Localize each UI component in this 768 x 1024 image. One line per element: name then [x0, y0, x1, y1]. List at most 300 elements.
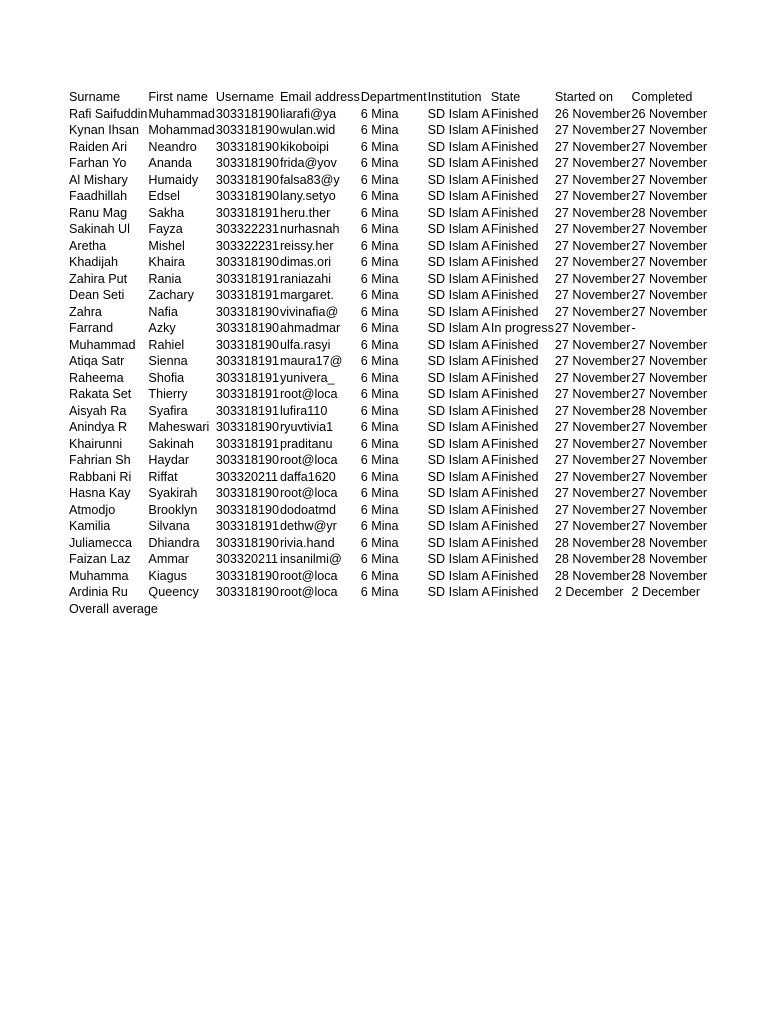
cell-first-name: Rahiel	[148, 337, 185, 352]
cell-email: dodoatmd	[279, 502, 336, 517]
table-row	[68, 370, 707, 387]
cell-username: 303318190	[215, 106, 279, 121]
cell-surname: Atiqa Satr	[69, 354, 125, 368]
table-row	[68, 535, 707, 552]
cell-email: wulan.wid	[279, 123, 336, 137]
cell-username: 303318190	[215, 123, 279, 137]
cell-surname: Aretha	[69, 238, 107, 253]
cell-state: Finished	[490, 238, 539, 253]
cell-email: root@loca	[279, 453, 338, 467]
cell-surname: Juliamecca	[69, 535, 132, 550]
cell-first-name: Syafira	[148, 403, 188, 418]
cell-started-on: 27 November	[554, 370, 631, 385]
cell-institution: SD Islam A	[427, 205, 490, 220]
cell-state: Finished	[490, 304, 539, 319]
cell-institution: SD Islam A	[427, 420, 490, 434]
cell-institution: SD Islam A	[427, 288, 490, 302]
cell-surname: Rafi Saifuddin	[69, 106, 148, 121]
table-row	[68, 485, 707, 502]
cell-completed: 27 November	[631, 502, 708, 517]
cell-first-name: Azky	[148, 321, 176, 335]
cell-completed: 27 November	[631, 370, 708, 385]
cell-institution: SD Islam A	[427, 436, 490, 451]
header-started-on: Started on	[554, 90, 613, 104]
table-row	[68, 584, 707, 601]
cell-completed: 27 November	[631, 156, 708, 170]
cell-started-on: 27 November	[554, 337, 631, 352]
cell-state: Finished	[490, 535, 539, 550]
cell-username: 303322231	[215, 238, 279, 253]
cell-surname: Kamilia	[69, 519, 111, 533]
cell-completed: 28 November	[631, 568, 708, 583]
cell-username: 303318190	[215, 139, 279, 154]
cell-state: Finished	[490, 370, 539, 385]
cell-first-name: Ammar	[148, 552, 190, 566]
cell-started-on: 27 November	[554, 189, 631, 203]
cell-surname: Kynan Ihsan	[69, 123, 140, 137]
cell-first-name: Ananda	[148, 156, 192, 170]
cell-department: 6 Mina	[360, 585, 399, 599]
header-institution: Institution	[427, 90, 482, 104]
cell-username: 303320211	[215, 552, 279, 566]
table-row	[68, 155, 707, 172]
cell-surname: Zahra	[69, 304, 102, 319]
cell-institution: SD Islam A	[427, 123, 490, 137]
cell-surname: Faizan Laz	[69, 552, 131, 566]
table-row	[68, 353, 707, 370]
cell-department: 6 Mina	[360, 519, 399, 533]
cell-first-name: Zachary	[148, 288, 194, 302]
table-row	[68, 238, 707, 255]
cell-surname: Raheema	[69, 370, 124, 385]
cell-institution: SD Islam A	[427, 403, 490, 418]
cell-started-on: 27 November	[554, 469, 631, 484]
cell-surname: Atmodjo	[69, 502, 116, 517]
table-row	[68, 172, 707, 189]
cell-email: frida@yov	[279, 156, 337, 170]
cell-username: 303318191	[215, 403, 279, 418]
cell-department: 6 Mina	[360, 189, 399, 203]
cell-department: 6 Mina	[360, 321, 399, 335]
cell-username: 303318190	[215, 321, 279, 335]
cell-started-on: 27 November	[554, 238, 631, 253]
cell-username: 303318190	[215, 568, 279, 583]
cell-first-name: Dhiandra	[148, 535, 200, 550]
table-row	[68, 106, 707, 123]
cell-state: Finished	[490, 502, 539, 517]
cell-state: Finished	[490, 123, 539, 137]
cell-institution: SD Islam A	[427, 139, 490, 154]
cell-surname: Raiden Ari	[69, 139, 128, 154]
cell-surname: Zahira Put	[69, 271, 128, 286]
cell-completed: 27 November	[631, 337, 708, 352]
cell-email: daffa1620	[279, 469, 336, 484]
cell-completed: -	[631, 321, 636, 335]
cell-first-name: Silvana	[148, 519, 190, 533]
cell-institution: SD Islam A	[427, 222, 490, 236]
cell-started-on: 27 November	[554, 271, 631, 286]
cell-department: 6 Mina	[360, 304, 399, 319]
cell-surname: Ranu Mag	[69, 205, 128, 220]
cell-first-name: Syakirah	[148, 486, 198, 500]
cell-surname: Al Mishary	[69, 172, 128, 187]
cell-started-on: 27 November	[554, 156, 631, 170]
cell-started-on: 27 November	[554, 139, 631, 154]
cell-surname: Fahrian Sh	[69, 453, 131, 467]
cell-started-on: 2 December	[554, 585, 624, 599]
cell-state: Finished	[490, 436, 539, 451]
cell-institution: SD Islam A	[427, 189, 490, 203]
cell-username: 303318191	[215, 370, 279, 385]
cell-username: 303318190	[215, 337, 279, 352]
cell-email: praditanu	[279, 436, 333, 451]
cell-email: margaret.	[279, 288, 334, 302]
cell-completed: 27 November	[631, 255, 708, 269]
table-row	[68, 469, 707, 486]
cell-first-name: Kiagus	[148, 568, 187, 583]
cell-started-on: 27 November	[554, 205, 631, 220]
cell-state: Finished	[490, 469, 539, 484]
cell-started-on: 27 November	[554, 519, 631, 533]
cell-state: Finished	[490, 519, 539, 533]
cell-completed: 27 November	[631, 271, 708, 286]
header-email: Email address	[279, 90, 360, 104]
cell-started-on: 28 November	[554, 535, 631, 550]
table-row	[68, 287, 707, 304]
cell-institution: SD Islam A	[427, 370, 490, 385]
cell-first-name: Shofia	[148, 370, 185, 385]
cell-started-on: 27 November	[554, 288, 631, 302]
cell-email: reissy.her	[279, 238, 334, 253]
cell-completed: 27 November	[631, 139, 708, 154]
table-row	[68, 254, 707, 271]
table-row	[68, 337, 707, 354]
cell-department: 6 Mina	[360, 106, 399, 121]
cell-institution: SD Islam A	[427, 354, 490, 368]
cell-institution: SD Islam A	[427, 337, 490, 352]
cell-state: Finished	[490, 337, 539, 352]
cell-state: Finished	[490, 205, 539, 220]
cell-started-on: 27 November	[554, 304, 631, 319]
cell-first-name: Edsel	[148, 189, 180, 203]
cell-first-name: Thierry	[148, 387, 188, 401]
cell-department: 6 Mina	[360, 552, 399, 566]
header-completed: Completed	[631, 90, 693, 104]
cell-state: Finished	[490, 420, 539, 434]
cell-state: Finished	[490, 222, 539, 236]
spreadsheet-grid	[68, 89, 708, 619]
cell-username: 303318191	[215, 271, 279, 286]
cell-surname: Khairunni	[69, 436, 123, 451]
cell-email: ulfa.rasyi	[279, 337, 331, 352]
cell-surname: Faadhillah	[69, 189, 128, 203]
cell-email: root@loca	[279, 585, 338, 599]
cell-department: 6 Mina	[360, 469, 399, 484]
cell-started-on: 27 November	[554, 354, 631, 368]
cell-department: 6 Mina	[360, 255, 399, 269]
cell-username: 303318190	[215, 304, 279, 319]
cell-username: 303320211	[215, 469, 279, 484]
cell-surname: Muhammad	[69, 337, 136, 352]
cell-started-on: 27 November	[554, 255, 631, 269]
cell-surname: Anindya R	[69, 420, 128, 434]
overall-average-label: Overall average	[69, 601, 158, 616]
cell-institution: SD Islam A	[427, 172, 490, 187]
table-row	[68, 403, 707, 420]
table-row	[68, 122, 707, 139]
cell-username: 303318190	[215, 420, 279, 434]
cell-started-on: 27 November	[554, 403, 631, 418]
cell-username: 303318190	[215, 172, 279, 187]
cell-email: kikoboipi	[279, 139, 329, 154]
cell-completed: 27 November	[631, 387, 708, 401]
cell-department: 6 Mina	[360, 222, 399, 236]
cell-state: In progress	[490, 321, 554, 335]
cell-state: Finished	[490, 189, 539, 203]
cell-state: Finished	[490, 354, 539, 368]
cell-state: Finished	[490, 106, 539, 121]
cell-first-name: Rania	[148, 271, 182, 286]
cell-email: rivia.hand	[279, 535, 335, 550]
cell-username: 303318190	[215, 189, 279, 203]
cell-department: 6 Mina	[360, 486, 399, 500]
cell-email: falsa83@y	[279, 172, 340, 187]
cell-state: Finished	[490, 288, 539, 302]
cell-department: 6 Mina	[360, 288, 399, 302]
cell-first-name: Humaidy	[148, 172, 199, 187]
table-row	[68, 502, 707, 519]
table-row	[68, 221, 707, 238]
cell-email: ryuvtivia1	[279, 420, 334, 434]
table-row	[68, 568, 707, 585]
table-row	[68, 304, 707, 321]
cell-department: 6 Mina	[360, 172, 399, 187]
cell-completed: 27 November	[631, 123, 708, 137]
cell-department: 6 Mina	[360, 453, 399, 467]
cell-completed: 27 November	[631, 222, 708, 236]
cell-first-name: Neandro	[148, 139, 197, 154]
cell-started-on: 27 November	[554, 387, 631, 401]
cell-surname: Ardinia Ru	[69, 585, 128, 599]
cell-first-name: Khaira	[148, 255, 185, 269]
cell-username: 303318190	[215, 585, 279, 599]
cell-state: Finished	[490, 486, 539, 500]
header-department: Department	[360, 90, 427, 104]
cell-started-on: 26 November	[554, 106, 631, 121]
results-table	[68, 89, 707, 617]
cell-first-name: Sakinah	[148, 436, 194, 451]
cell-username: 303322231	[215, 222, 279, 236]
cell-completed: 27 November	[631, 189, 708, 203]
cell-completed: 27 November	[631, 486, 708, 500]
cell-department: 6 Mina	[360, 271, 399, 286]
table-row	[68, 518, 707, 535]
cell-started-on: 27 November	[554, 436, 631, 451]
cell-username: 303318191	[215, 205, 279, 220]
cell-institution: SD Islam A	[427, 255, 490, 269]
cell-started-on: 28 November	[554, 568, 631, 583]
cell-department: 6 Mina	[360, 370, 399, 385]
table-body	[68, 89, 707, 617]
footer-row	[68, 601, 707, 618]
cell-email: root@loca	[279, 486, 338, 500]
cell-surname: Muhamma	[69, 568, 129, 583]
cell-first-name: Sienna	[148, 354, 188, 368]
table-row	[68, 551, 707, 568]
cell-first-name: Fayza	[148, 222, 183, 236]
cell-username: 303318191	[215, 288, 279, 302]
table-row	[68, 452, 707, 469]
cell-institution: SD Islam A	[427, 486, 490, 500]
cell-email: maura17@	[279, 354, 343, 368]
cell-state: Finished	[490, 255, 539, 269]
cell-first-name: Mohammad	[148, 123, 215, 137]
cell-username: 303318190	[215, 502, 279, 517]
cell-department: 6 Mina	[360, 436, 399, 451]
cell-first-name: Sakha	[148, 205, 185, 220]
cell-completed: 27 November	[631, 238, 708, 253]
cell-state: Finished	[490, 139, 539, 154]
cell-surname: Dean Seti	[69, 288, 125, 302]
cell-department: 6 Mina	[360, 420, 399, 434]
cell-username: 303318190	[215, 535, 279, 550]
cell-institution: SD Islam A	[427, 238, 490, 253]
cell-username: 303318191	[215, 387, 279, 401]
cell-department: 6 Mina	[360, 337, 399, 352]
cell-department: 6 Mina	[360, 387, 399, 401]
header-state: State	[490, 90, 521, 104]
cell-surname: Farrand	[69, 321, 114, 335]
cell-state: Finished	[490, 585, 539, 599]
header-surname: Surname	[69, 90, 121, 104]
table-row	[68, 205, 707, 222]
cell-institution: SD Islam A	[427, 585, 490, 599]
cell-surname: Hasna Kay	[69, 486, 131, 500]
cell-department: 6 Mina	[360, 139, 399, 154]
cell-completed: 28 November	[631, 552, 708, 566]
cell-email: heru.ther	[279, 205, 331, 220]
cell-username: 303318190	[215, 255, 279, 269]
cell-email: liarafi@ya	[279, 106, 337, 121]
cell-first-name: Brooklyn	[148, 502, 198, 517]
cell-started-on: 28 November	[554, 552, 631, 566]
header-row	[68, 89, 707, 106]
cell-completed: 27 November	[631, 288, 708, 302]
cell-started-on: 27 November	[554, 502, 631, 517]
cell-department: 6 Mina	[360, 156, 399, 170]
cell-state: Finished	[490, 552, 539, 566]
table-row	[68, 419, 707, 436]
cell-started-on: 27 November	[554, 453, 631, 467]
header-first-name: First name	[148, 90, 208, 104]
table-row	[68, 320, 707, 337]
cell-first-name: Maheswari	[148, 420, 210, 434]
cell-email: dimas.ori	[279, 255, 332, 269]
cell-institution: SD Islam A	[427, 304, 490, 319]
cell-department: 6 Mina	[360, 238, 399, 253]
cell-completed: 27 November	[631, 436, 708, 451]
cell-state: Finished	[490, 453, 539, 467]
cell-institution: SD Islam A	[427, 469, 490, 484]
cell-completed: 28 November	[631, 535, 708, 550]
cell-institution: SD Islam A	[427, 552, 490, 566]
cell-surname: Rakata Set	[69, 387, 132, 401]
cell-email: ahmadmar	[279, 321, 341, 335]
cell-institution: SD Islam A	[427, 156, 490, 170]
cell-email: vivinafia@	[279, 304, 339, 319]
cell-email: nurhasnah	[279, 222, 340, 236]
cell-institution: SD Islam A	[427, 387, 490, 401]
table-row	[68, 386, 707, 403]
cell-institution: SD Islam A	[427, 502, 490, 517]
table-row	[68, 271, 707, 288]
cell-completed: 26 November	[631, 106, 708, 121]
cell-first-name: Queency	[148, 585, 199, 599]
cell-email: lany.setyo	[279, 189, 336, 203]
cell-started-on: 27 November	[554, 123, 631, 137]
cell-institution: SD Islam A	[427, 535, 490, 550]
cell-started-on: 27 November	[554, 321, 631, 335]
cell-department: 6 Mina	[360, 123, 399, 137]
cell-started-on: 27 November	[554, 486, 631, 500]
cell-email: root@loca	[279, 568, 338, 583]
table-row	[68, 436, 707, 453]
cell-completed: 27 November	[631, 354, 708, 368]
cell-institution: SD Islam A	[427, 106, 490, 121]
cell-surname: Khadijah	[69, 255, 119, 269]
cell-completed: 27 November	[631, 172, 708, 187]
cell-state: Finished	[490, 568, 539, 583]
cell-completed: 2 December	[631, 585, 701, 599]
cell-first-name: Muhammad	[148, 106, 215, 121]
cell-started-on: 27 November	[554, 420, 631, 434]
cell-surname: Sakinah Ul	[69, 222, 130, 236]
cell-surname: Aisyah Ra	[69, 403, 127, 418]
cell-completed: 27 November	[631, 469, 708, 484]
cell-first-name: Nafia	[148, 304, 178, 319]
cell-email: dethw@yr	[279, 519, 337, 533]
cell-email: insanilmi@	[279, 552, 342, 566]
header-username: Username	[215, 90, 275, 104]
cell-username: 303318190	[215, 453, 279, 467]
cell-email: raniazahi	[279, 271, 332, 286]
table-row	[68, 139, 707, 156]
cell-state: Finished	[490, 387, 539, 401]
cell-username: 303318191	[215, 519, 279, 533]
cell-state: Finished	[490, 156, 539, 170]
cell-email: lufira110	[279, 403, 328, 418]
cell-institution: SD Islam A	[427, 519, 490, 533]
cell-surname: Farhan Yo	[69, 156, 127, 170]
cell-department: 6 Mina	[360, 205, 399, 220]
cell-state: Finished	[490, 172, 539, 187]
cell-state: Finished	[490, 271, 539, 286]
cell-department: 6 Mina	[360, 403, 399, 418]
cell-completed: 27 November	[631, 453, 708, 467]
cell-institution: SD Islam A	[427, 568, 490, 583]
cell-surname: Rabbani Ri	[69, 469, 132, 484]
cell-department: 6 Mina	[360, 354, 399, 368]
cell-username: 303318190	[215, 486, 279, 500]
cell-state: Finished	[490, 403, 539, 418]
cell-username: 303318190	[215, 156, 279, 170]
cell-first-name: Haydar	[148, 453, 190, 467]
cell-started-on: 27 November	[554, 222, 631, 236]
cell-completed: 28 November	[631, 403, 708, 418]
cell-completed: 27 November	[631, 304, 708, 319]
cell-username: 303318191	[215, 354, 279, 368]
cell-completed: 27 November	[631, 420, 708, 434]
